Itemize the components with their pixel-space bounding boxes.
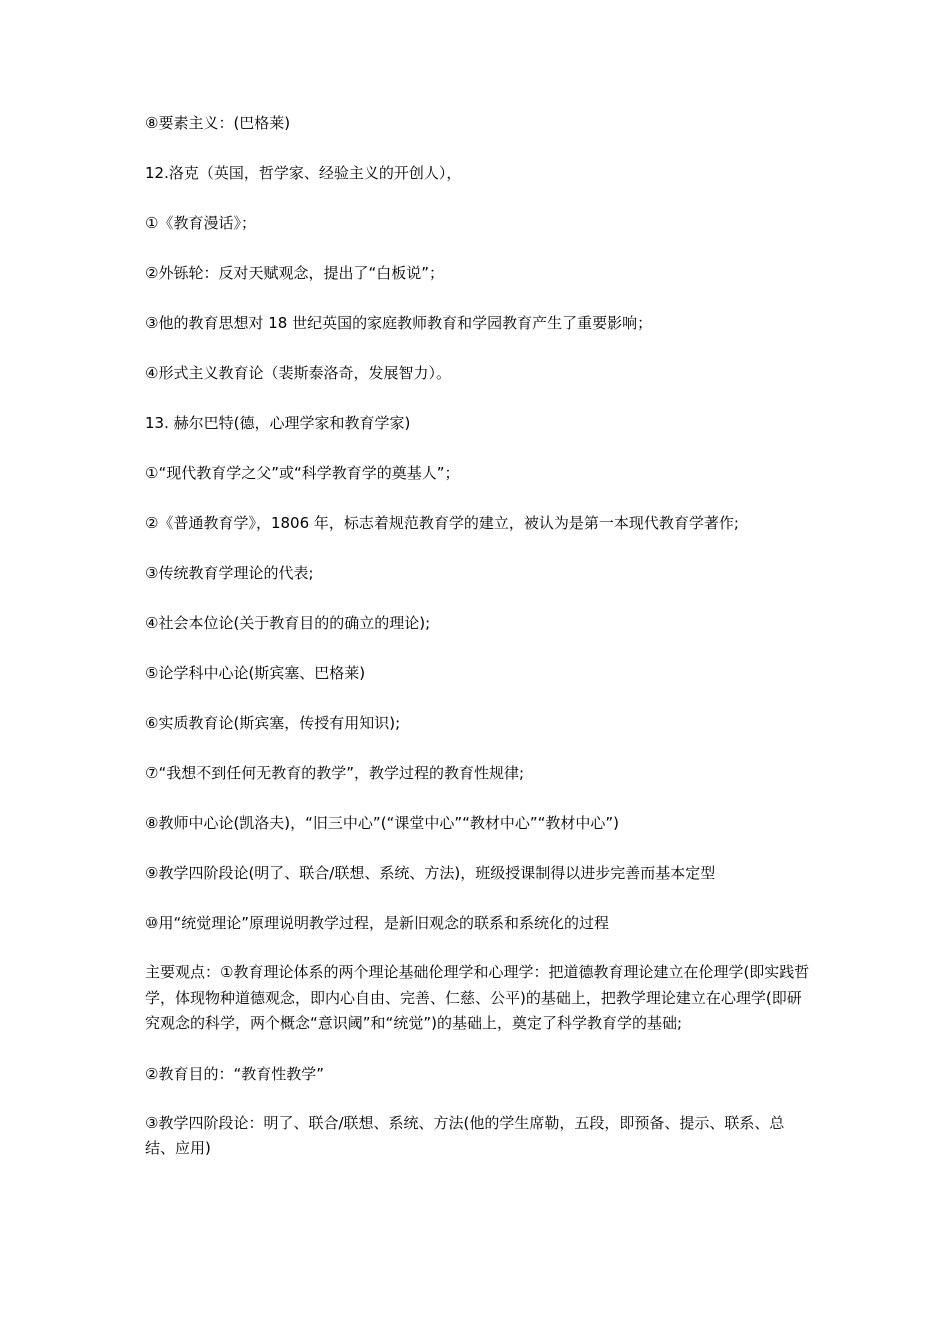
- paragraph-herbart-5: ⑤论学科中心论(斯宾塞、巴格莱): [145, 664, 366, 682]
- paragraph-locke-4: ④形式主义教育论（裴斯泰洛奇，发展智力）。: [145, 364, 451, 382]
- paragraph-four-stages: ③教学四阶段论：明了、联合/联想、系统、方法(他的学生席勒，五段，即预备、提示、联系、总结、应用): [145, 1113, 785, 1157]
- document-body: [145, 110, 810, 1186]
- paragraph-herbart-1: ①“现代教育学之父”或“科学教育学的奠基人”；: [145, 464, 460, 482]
- heading-herbart: 13. 赫尔巴特(德，心理学家和教育学家): [145, 414, 411, 432]
- paragraph-herbart-4: ④社会本位论(关于教育目的的确立的理论);: [145, 614, 431, 632]
- heading-locke: 12.洛克（英国，哲学家、经验主义的开创人），: [145, 164, 462, 182]
- paragraph-locke-2: ②外铄轮：反对天赋观念，提出了“白板说”；: [145, 264, 444, 282]
- paragraph-herbart-8: ⑧教师中心论(凯洛夫)，“旧三中心”(“课堂中心”“教材中心”“教材中心”): [145, 814, 620, 832]
- paragraph-locke-3: ③他的教育思想对 18 世纪英国的家庭教师教育和学园教育产生了重要影响；: [145, 314, 653, 332]
- paragraph-herbart-3: ③传统教育学理论的代表;: [145, 564, 314, 582]
- paragraph-herbart-7: ⑦“我想不到任何无教育的教学”，教学过程的教育性规律;: [145, 764, 525, 782]
- paragraph-essentialism: ⑧要素主义：(巴格莱): [145, 114, 291, 132]
- paragraph-education-goal: ②教育目的：“教育性教学”: [145, 1064, 324, 1083]
- paragraph-herbart-6: ⑥实质教育论(斯宾塞，传授有用知识);: [145, 714, 401, 732]
- paragraph-locke-1: ①《教育漫话》；: [145, 214, 256, 232]
- paragraph-herbart-9: ⑨教学四阶段论(明了、联合/联想、系统、方法)，班级授课制得以进步完善而基本定型: [145, 864, 716, 882]
- paragraph-herbart-10: ⑩用“统觉理论”原理说明教学过程，是新旧观念的联系和系统化的过程: [145, 914, 609, 932]
- paragraph-main-views: 主要观点：①教育理论体系的两个理论基础伦理学和心理学：把道德教育理论建立在伦理学(即实践哲学，体现物种道德观念，即内心自由、完善、仁慈、公平)的基础上，把教学理论建立在心理学(即研究观念的科学，两个概念“意识阈”和“统觉”)的基础上，奠定了科学教育学的基础;: [145, 963, 810, 1032]
- paragraph-herbart-2: ②《普通教育学》，1806 年，标志着规范教育学的建立，被认为是第一本现代教育学著作;: [145, 514, 739, 532]
